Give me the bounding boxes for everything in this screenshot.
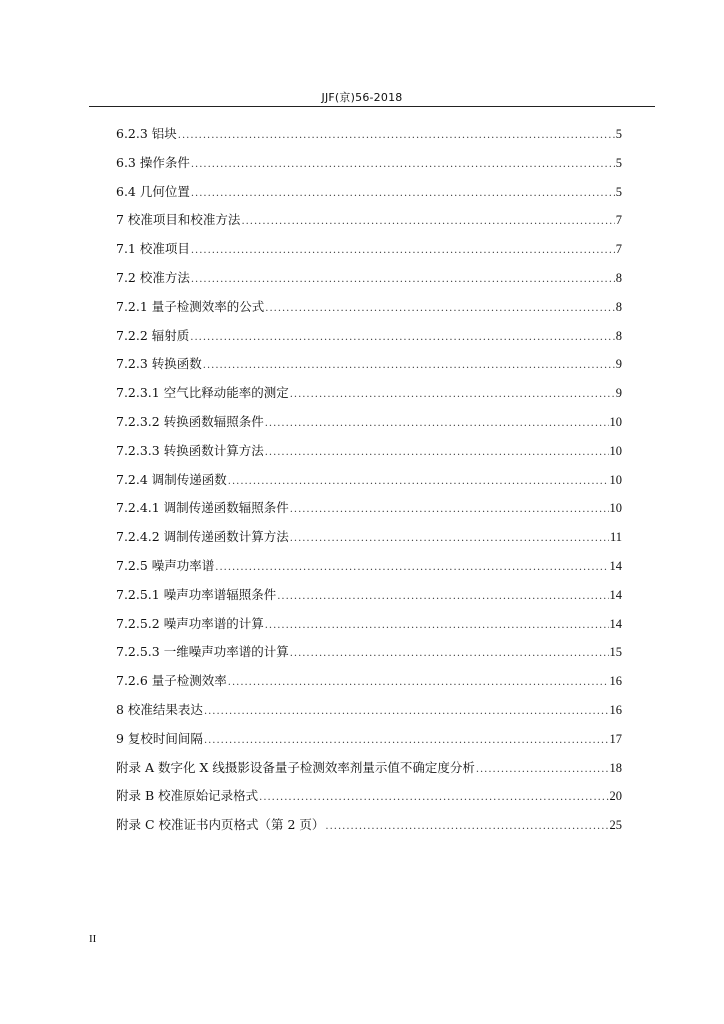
toc-entry[interactable] [116, 700, 622, 729]
toc-entry[interactable] [116, 412, 622, 441]
header-rule [89, 106, 655, 107]
toc-dot-leader [190, 332, 614, 343]
toc-entry[interactable] [116, 182, 622, 211]
toc-entry[interactable] [116, 383, 622, 412]
toc-entry[interactable] [116, 498, 622, 527]
toc-entry-label: 7.2.5 噪声功率谱 [116, 557, 215, 573]
toc-entry-label: 7.2 校准方法 [116, 269, 190, 285]
toc-entry-page: 9 [615, 357, 622, 372]
toc-entry-page: 5 [615, 127, 622, 141]
toc-entry-page: 14 [609, 616, 622, 631]
toc-dot-leader [290, 504, 609, 515]
toc-entry-label: 附录 C 校准证书内页格式（第 2 页） [116, 817, 325, 833]
toc-entry-page: 10 [609, 472, 622, 487]
toc-entry-page: 9 [615, 386, 622, 401]
toc-dot-leader [204, 735, 609, 746]
toc-dot-leader [191, 274, 615, 285]
toc-entry-label: 7.2.5.3 一维噪声功率谱的计算 [116, 644, 289, 660]
toc-entry[interactable] [116, 210, 622, 239]
toc-entry-page: 16 [609, 702, 622, 717]
toc-dot-leader [228, 476, 609, 487]
toc-entry-label: 7.2.3.2 转换函数辐照条件 [116, 413, 264, 429]
toc-entry-label: 7.2.5.1 噪声功率谱辐照条件 [116, 586, 277, 602]
toc-entry-label: 7 校准项目和校准方法 [116, 212, 241, 228]
toc-dot-leader [265, 418, 609, 429]
toc-entry[interactable] [116, 441, 622, 470]
toc-entry-page: 5 [615, 155, 622, 170]
toc-entry[interactable] [116, 354, 622, 383]
toc-entry-label: 7.2.4.1 调制传递函数辐照条件 [116, 500, 289, 516]
toc-entry-label: 9 复校时间间隔 [116, 730, 203, 746]
toc-dot-leader [325, 821, 608, 832]
toc-entry-page: 14 [609, 587, 622, 602]
toc-entry-page: 7 [615, 213, 622, 228]
toc-dot-leader [191, 159, 615, 170]
toc-dot-leader [191, 188, 615, 199]
toc-dot-leader [259, 792, 608, 803]
toc-entry-page: 14 [609, 558, 622, 573]
toc-dot-leader [265, 447, 609, 458]
toc-entry-page: 17 [609, 731, 622, 746]
toc-entry-page: 7 [615, 242, 622, 257]
toc-entry-page: 25 [609, 818, 622, 833]
toc-entry-page: 15 [609, 645, 622, 660]
toc-dot-leader [241, 216, 614, 227]
toc-dot-leader [215, 562, 608, 573]
toc-entry-page: 8 [615, 328, 622, 343]
toc-entry-page: 11 [609, 530, 622, 545]
toc-entry-page: 8 [615, 270, 622, 285]
running-header: JJF(京)56-2018 [321, 91, 403, 104]
toc-entry-label: 附录 A 数字化 X 线摄影设备量子检测效率剂量示值不确定度分析 [116, 759, 475, 775]
toc-entry-label: 6.3 操作条件 [116, 154, 190, 170]
toc-entry-page: 10 [609, 414, 622, 429]
toc-entry[interactable] [116, 239, 622, 268]
toc-entry[interactable] [116, 153, 622, 182]
toc-entry-label: 6.2.3 铝块 [116, 126, 177, 141]
toc-entry[interactable] [116, 268, 622, 297]
toc-dot-leader [204, 706, 609, 717]
page-folio: II [89, 933, 97, 945]
toc-entry[interactable] [116, 786, 622, 815]
toc-entry-label: 7.2.1 量子检测效率的公式 [116, 298, 265, 314]
toc-dot-leader [290, 533, 609, 544]
toc-entry[interactable] [116, 326, 622, 355]
toc-entry-label: 7.2.6 量子检测效率 [116, 673, 227, 689]
table-of-contents [116, 124, 622, 844]
toc-entry-page: 8 [615, 299, 622, 314]
toc-entry-label: 7.2.2 辐射质 [116, 327, 190, 343]
toc-dot-leader [290, 389, 615, 400]
toc-entry[interactable] [116, 527, 622, 556]
toc-entry-page: 20 [609, 789, 622, 804]
toc-dot-leader [290, 648, 609, 659]
toc-entry[interactable] [116, 614, 622, 643]
toc-entry-label: 7.2.3.1 空气比释动能率的测定 [116, 385, 289, 401]
toc-dot-leader [178, 130, 615, 141]
toc-entry-label: 7.2.3 转换函数 [116, 356, 202, 372]
toc-entry-label: 7.2.3.3 转换函数计算方法 [116, 442, 264, 458]
toc-entry[interactable] [116, 671, 622, 700]
toc-entry-label: 7.2.5.2 噪声功率谱的计算 [116, 615, 264, 631]
toc-entry-label: 8 校准结果表达 [116, 701, 203, 717]
toc-dot-leader [265, 303, 614, 314]
toc-entry-page: 5 [615, 184, 622, 199]
toc-dot-leader [277, 591, 608, 602]
toc-entry[interactable] [116, 815, 622, 844]
toc-dot-leader [265, 620, 609, 631]
toc-entry-page: 10 [609, 501, 622, 516]
toc-entry-label: 6.4 几何位置 [116, 183, 190, 199]
toc-entry-page: 10 [609, 443, 622, 458]
toc-entry-page: 16 [609, 674, 622, 689]
toc-entry-page: 18 [609, 760, 622, 775]
toc-entry[interactable] [116, 642, 622, 671]
toc-dot-leader [228, 677, 609, 688]
toc-dot-leader [203, 360, 615, 371]
toc-entry[interactable] [116, 585, 622, 614]
toc-entry-label: 7.2.4.2 调制传递函数计算方法 [116, 529, 289, 545]
toc-entry[interactable] [116, 556, 622, 585]
toc-entry-label: 7.2.4 调制传递函数 [116, 471, 227, 487]
toc-entry[interactable] [116, 729, 622, 758]
toc-dot-leader [476, 764, 609, 775]
toc-entry[interactable] [116, 124, 622, 153]
toc-entry-label: 7.1 校准项目 [116, 241, 190, 257]
toc-entry-label: 附录 B 校准原始记录格式 [116, 788, 259, 804]
toc-entry[interactable] [116, 297, 622, 326]
toc-entry[interactable] [116, 758, 622, 787]
toc-entry[interactable] [116, 470, 622, 499]
toc-dot-leader [191, 245, 615, 256]
